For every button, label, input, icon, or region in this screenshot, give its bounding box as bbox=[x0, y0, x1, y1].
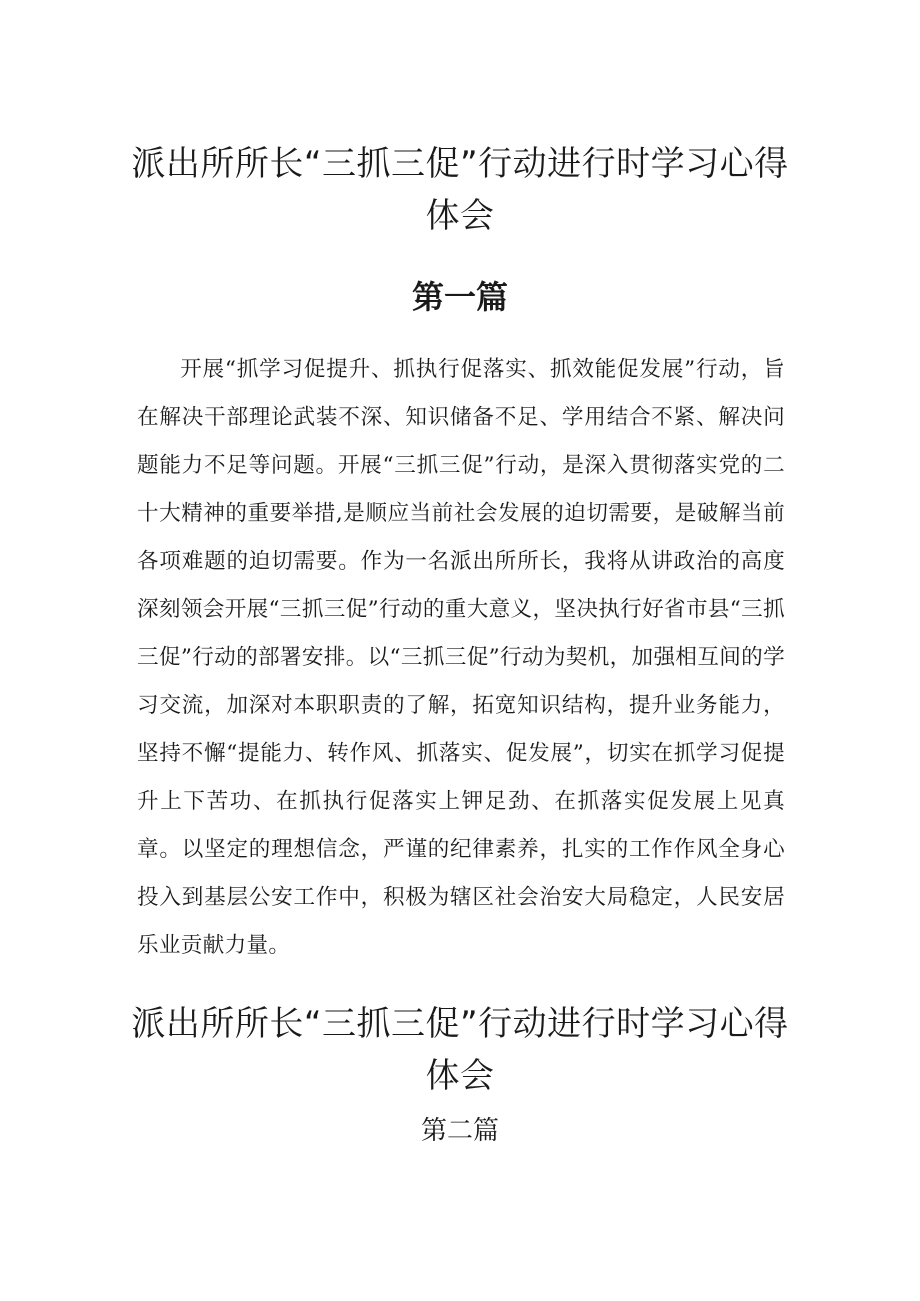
body-paragraph: 开展“抓学习促提升、抓执行促落实、抓效能促发展”行动，旨在解决干部理论武装不深、知识储备不足、学用结合不紧、解决问题能力不足等问题。开展“三抓三促”行动，是深入贯彻落实党的二十大精神的重要举措,是顺应当前社会发展的迫切需要，是破解当前各项难题的迫切需要。作为一名派出所所长，我将从讲政治的高度深刻领会开展“三抓三促”行动的重大意义，坚决执行好省市县“三抓三促”行动的部署安排。以“三抓三促”行动为契机，加强相互间的学习交流，加深对本职职责的了解，拓宽知识结构，提升业务能力，坚持不懈“提能力、转作风、抓落实、促发展”，切实在抓学习促提升上下苦功、在抓执行促落实上钾足劲、在抓落实促发展上见真章。以坚定的理想信念，严谨的纪律素养，扎实的工作作风全身心投入到基层公安工作中，积极为辖区社会治安大局稳定，人民安居乐业贡献力量。 bbox=[137, 357, 785, 958]
document-title: 派出所所长“三抓三促”行动进行时学习心得体会 bbox=[131, 144, 789, 236]
section-heading-second: 第二篇 bbox=[420, 1116, 499, 1146]
section-heading-first: 第一篇 bbox=[411, 278, 508, 316]
document-title-repeat: 派出所所长“三抓三促”行动进行时学习心得体会 bbox=[131, 1004, 789, 1096]
